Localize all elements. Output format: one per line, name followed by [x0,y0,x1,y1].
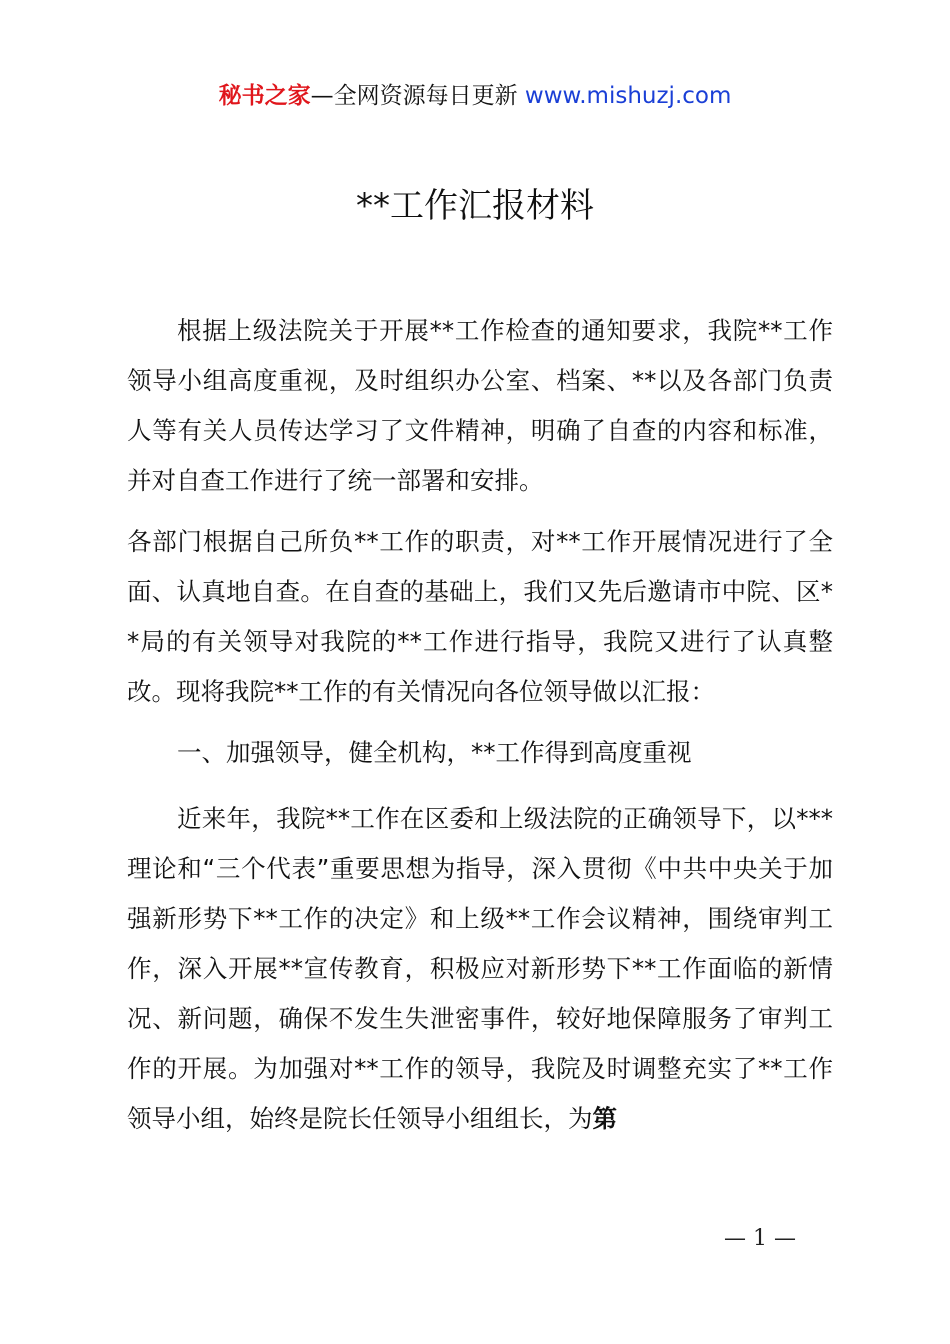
page-number: — 1 — [724,1226,796,1251]
paragraph-3 [127,794,833,1144]
site-url-link[interactable]: www.mishuzj.com [524,83,732,109]
site-header [0,80,950,112]
paragraph-3-bold-tail: 第 [592,1104,617,1133]
section-heading: 一、加强领导，健全机构，**工作得到高度重视 [177,738,692,767]
paragraph-3-text: 近来年，我院**工作在区委和上级法院的正确领导下，以***理论和“三个代表”重要思想为指导，深入贯彻《中共中央关于加强新形势下**工作的决定》和上级**工作会议精神，围绕审判工作，深入开展**宣传教育，积极应对新形势下**工作面临的新情况、新问题，确保不发生失泄密事件，较好地保障服务了审判工作的开展。为加强对**工作的领导，我院及时调整充实了**工作领导小组，始终是院长任领导小组组长，为 [127,804,833,1133]
site-brand: 秘书之家 [218,83,311,109]
document-title: **工作汇报材料 [356,186,594,226]
paragraph-2: 各部门根据自己所负**工作的职责，对**工作开展情况进行了全面、认真地自查。在自查的基础上，我们又先后邀请市中院、区**局的有关领导对我院的**工作进行指导，我院又进行了认真整改。现将我院**工作的有关情况向各位领导做以汇报： [127,527,833,706]
paragraph-1: 根据上级法院关于开展**工作检查的通知要求，我院**工作领导小组高度重视，及时组织办公室、档案、**以及各部门负责人等有关人员传达学习了文件精神，明确了自查的内容和标准，并对自查工作进行了统一部署和安排。 [127,316,833,495]
site-slogan: —全网资源每日更新 [310,83,518,109]
